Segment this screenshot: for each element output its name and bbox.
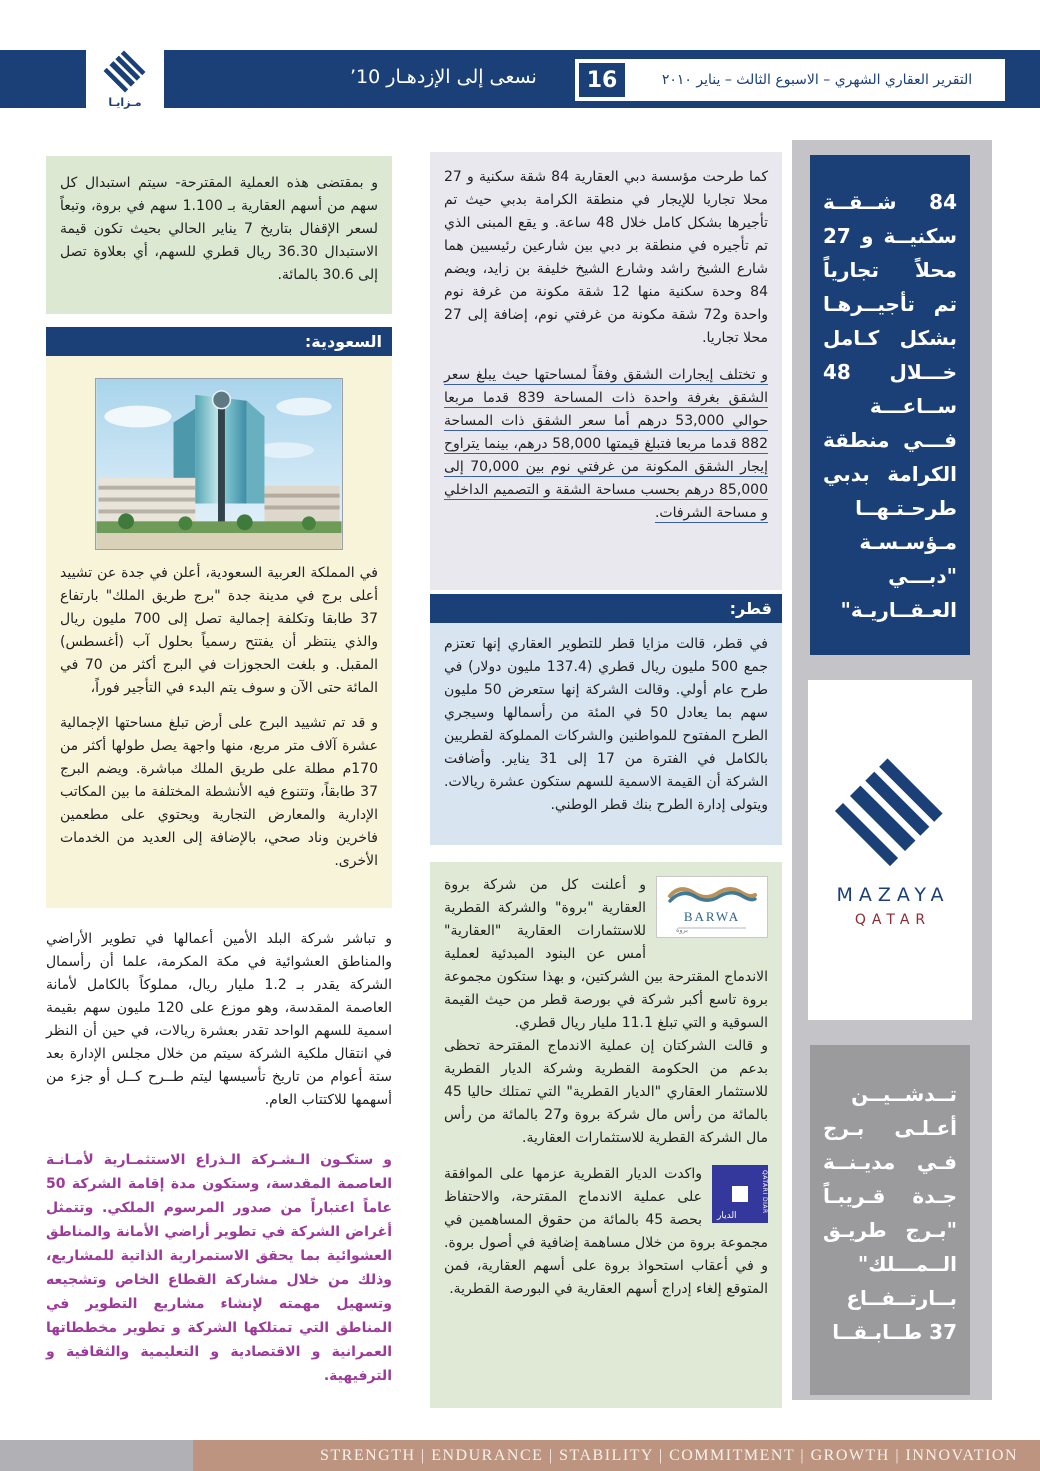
mazaya-ipo-box: [430, 623, 782, 845]
barwa-swap-intro-box: [46, 156, 392, 314]
merger-paragraph-2: و قالت الشركتان إن عملية الاندماج المقترحة تحظى بدعم من الحكومة القطرية وشركة الديار القطرية للاستثمار العقاري "الديار القطرية" التي تمتلك حاليا 45 بالمائة من رأس مال شركة بروة و27 بالمائة من رأس مال الشركة القطرية للاستثمارات العقارية.: [444, 1038, 769, 1146]
saudi-paragraph-2: و قد تم تشييد البرج على أرض تبلغ مساحتها الإجمالية عشرة آلاف متر مربع، منها واجهة يصل طولها أكثر من 170م مطلة على طريق الملك مباشرة. ويضم البرج 37 طابقاً، وتتنوع فيه الأنشطة المختلفة ما بين المكاتب الإدارية والمعارض التجارية ويحتوي على مطعمين فاخرين وناد صحي، بالإضافة إلى العديد من الخدمات الأخرى.: [60, 715, 378, 869]
investment-arm-paragraph: و ستكـون الـشـركة الـذراع الاستثمـارية لأمـانـة العاصمة المقدسة، وستكون مدة إقامة الشركة 50 عاماً اعتباراً من صدور المرسوم الملكي. وتتمثل أغراض الشركة في تطوير أراضي الأمانة والمناطق العشوائية بما يحقق الاستمرارية الذاتية للمشاريع، وذلك من خلال مشاركة القطاع الخاص وتشجيعه وتسهيل مهمته لإنشاء مشاريع التطوير في المناطق التي تمتلكها الشركة و تطوير مخططاتها العمرانية و الاقتصادية و التعليمية والثقافية و الترفيهية.: [46, 1152, 392, 1384]
merger-paragraph-3: واكدت الديار القطرية عزمها على الموافقة على عملية الاندماج المقترحة، والاحتفاظ بحصة 45 بالمائة من حقوق المساهمين في مجموعة بروة من خلال مساهمة إضافية في أصول بروة. و في أعقاب استحواذ بروة على أسهم العقارية، فمن المتوقع إلغاء إدراج أسهم العقارية في البورصة القطرية.: [444, 1166, 768, 1297]
pullquote-dubai: 84 شــقــة سكنيــة و 27 محلاً تجارياً تم تأجيــرهـا بشكل كـامل خـــلال 48 ســاعـــة فـــي منطقة الكرامة بدبي طرحـتـهــا مـؤسـسـة "دبـــي العـقــاريـة": [810, 155, 970, 655]
pullquote-jeddah-tower: تــدشــيــن أعـلـى بـرج فـي مديـنــة جـدة قـريبـاً "بـرج طريـق الــمـــلك" بــارتــفــاع 37 طــابـقــا: [810, 1045, 970, 1395]
dubai-properties-box: [430, 152, 782, 590]
barwa-merger-box: [430, 862, 782, 1408]
section-heading-qatar: قطر:: [430, 594, 782, 623]
mazaya-arabic-wordmark: مـزايـا: [108, 96, 142, 109]
barwa-logo-arabic: بروة: [676, 926, 688, 934]
footer-tagline: STRENGTH | ENDURANCE | STABILITY | COMMITMENT | GROWTH | INNOVATION: [193, 1440, 1040, 1471]
mazaya-qatar-logo: [808, 680, 972, 1020]
saudi-paragraph-1: في المملكة العربية السعودية، أعلن في جدة عن تشييد أعلى برج في مدينة جدة "برج طريق الملك" بارتفاع 37 طابقا وتكلفة إجمالية تصل إلى 700 مليون ريال والذي ينتظر أن يفتتح رسمياً بحلول آب (أغسطس) المقبل. و بلغت الحجوزات في البرج أكثر من 70 في المائة حتى الآن و سوف يتم البدء في التأجير فوراً،: [60, 565, 379, 696]
merger-paragraph-1: و أعلنت كل من شركة بروة العقارية "بروة" والشركة القطرية للاستثمارات العقارية "العقارية" أمس عن البنود المبدئية لعملية الاندماج المقترحة بين الشركتين، و بهذا ستكون مجموعة بروة تاسع أكبر شركة في بورصة قطر من حيث القيمة السوقية و التي تبلغ 11.1 مليار ريال قطري.: [444, 877, 768, 1031]
dubai-rents-paragraph: و تختلف إيجارات الشقق وفقاً لمساحتها حيث يبلغ سعر الشقق بغرفة واحدة ذات المساحة 839 قدما مربعا حوالي 53,000 درهم أما سعر الشقق ذات المساحة 882 قدما مربعا فتبلغ قيمتها 58,000 درهم، بينما يتراوح إيجار الشقق المكونة من غرفتي نوم بين 70,000 إلى 85,000 درهم بحسب مساحة الشقة و التصميم الداخلي و مساحة الشرفات.: [444, 367, 768, 521]
dubai-intro-paragraph: كما طرحت مؤسسة دبي العقارية 84 شقة سكنية و 27 محلا تجاريا للإيجار في منطقة الكرامة بدبي حيث تم تأجيرها بشكل كامل خلال 48 ساعة. و يقع المبنى الذي تم تأجيره في منطقة بر دبي بين شارعين رئيسيين هما شارع الشيخ راشد وشارع الشيخ خليفة بن زايد، ويضم 84 وحدة سكنية منها 12 شقة مكونة من غرفة نوم واحدة و72 شقة مكونة من غرفتي نوم، إضافة إلى 27 محلا تجاريا.: [444, 169, 768, 346]
mazaya-logo-name: MAZAYA: [836, 884, 950, 906]
report-title-box: [575, 59, 1005, 101]
saudi-section-box: [46, 356, 392, 908]
section-heading-saudi: السعودية:: [46, 327, 392, 356]
qatari-diar-logo: [712, 1165, 768, 1223]
mazaya-diamond-icon: [102, 48, 148, 94]
footer-grey-block: [0, 1440, 193, 1471]
header-slogan: نسعى إلى الإزدهـار 10’: [350, 66, 537, 88]
barwa-logo-name: BARWA: [683, 909, 741, 924]
qatari-diar-logo-arabic: الديار: [717, 1211, 737, 1221]
mazaya-logo-sub: QATAR: [854, 912, 932, 928]
mazaya-diamond-icon: [831, 752, 949, 870]
qatari-diar-logo-latin: QATARI DIAR: [761, 1170, 768, 1214]
report-title: التقرير العقاري الشهري – الاسبوع الثالث – يناير ٢٠١٠: [661, 72, 973, 88]
barwa-swap-paragraph: و بمقتضى هذه العملية المقترحة- سيتم استبدال كل سهم من أسهم العقارية بـ 1.100 سهم في بروة، وتبعاً لسعر الإقفال بتاريخ 7 يناير الحالي بحيث تكون قيمة الاستبدال 36.30 ريال قطري للسهم، أي بعلاوة تصل إلى 30.6 بالمائة.: [60, 175, 379, 283]
mazaya-header-logo: [86, 38, 164, 122]
mazaya-ipo-paragraph: في قطر، قالت مزايا قطر للتطوير العقاري إنها تعتزم جمع 500 مليون ريال قطري (137.4 مليون دولار) في طرح عام أولي. وقالت الشركة إنها ستعرض 50 مليون سهم بما يعادل 50 في المئة من رأسمالها وسيجري الطرح المفتوح للمواطنين والشركات المملوكة لقطريين بالكامل في الفترة من 17 إلى 31 يناير. وأضافت الشركة أن القيمة الاسمية للسهم ستكون عشرة ريالات. ويتولى إدارة الطرح بنك قطر الوطني.: [444, 636, 769, 813]
page-number: 16: [579, 63, 625, 97]
barwa-logo: [656, 876, 768, 938]
tower-photo: [95, 378, 343, 550]
albalad-paragraph: و تباشر شركة البلد الأمين أعمالها في تطوير الأراضي والمناطق العشوائية في مكة المكرمة، علما أن رأسمال الشركة يقدر بـ 1.2 مليار ريال، مملوكاً بالكامل لأمانة العاصمة المقدسة، وهو موزع على 120 مليون سهم بقيمة اسمية للسهم الواحد تقدر بعشرة ريالات، في حين أن النظر في انتقال ملكية الشركة سيتم من خلال مجلس الإدارة بعد ستة أعوام من تاريخ تأسيسها ليتم طــرح كــل أو جزء من أسهمها للاكتتاب العام.: [46, 931, 392, 1108]
